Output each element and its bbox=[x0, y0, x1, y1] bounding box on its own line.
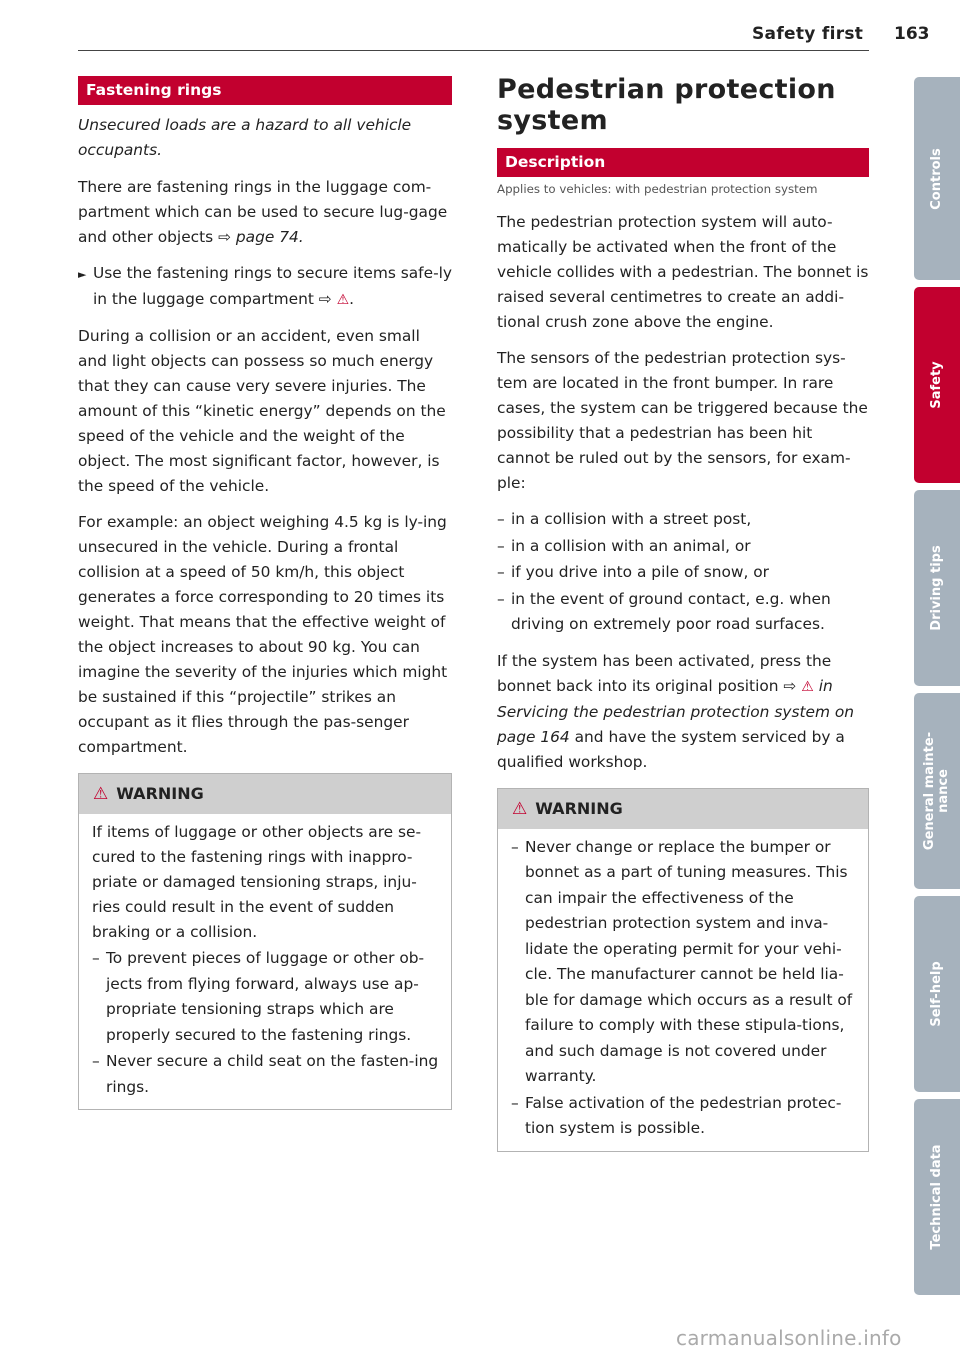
warning-triangle-icon: ⚠ bbox=[93, 784, 109, 804]
instruction-text: Use the fastening rings to secure items safe-ly in the luggage compartment ⇨ bbox=[93, 264, 453, 308]
trigger-list bbox=[497, 507, 869, 638]
warning-box-left bbox=[78, 773, 452, 1110]
warning-triangle-icon[interactable]: ⚠ bbox=[801, 678, 814, 695]
warning-list bbox=[92, 946, 439, 1100]
page-title: Pedestrian protection system bbox=[497, 74, 836, 136]
fastening-rings-heading: Fastening rings bbox=[78, 76, 452, 105]
warning-intro: If items of luggage or other objects are se-cured to the fastening rings with inappro-priate or damaged tensioning straps, inju-ries could result in the event of sudden braking or a collision. bbox=[92, 823, 422, 941]
pedestrian-para1: The pedestrian protection system will auto-matically be activated when the front of the vehicle collides with a pedestrian. The bonnet is raised several centimetres to create an addi-tional crush zone above the engine. bbox=[497, 213, 869, 331]
applies-note: Applies to vehicles: with pedestrian protection system bbox=[497, 182, 818, 196]
watermark: carmanualsonline.info bbox=[676, 1326, 902, 1350]
warning-triangle-icon: ⚠ bbox=[512, 798, 528, 819]
tab-general-maintenance[interactable]: General mainte- nance bbox=[914, 693, 960, 889]
warning-body bbox=[498, 829, 868, 1151]
list-item: – in the event of ground contact, e.g. when driving on extremely poor road surfaces. bbox=[497, 589, 831, 633]
list-item: – False activation of the pedestrian protec-tion system is possible. bbox=[511, 1093, 842, 1137]
warning-list bbox=[511, 835, 856, 1142]
warning-title: WARNING bbox=[535, 798, 623, 818]
page-number: 163 bbox=[894, 24, 930, 44]
header-section-title: Safety first bbox=[752, 24, 864, 44]
fastening-rings-para3: For example: an object weighing 4.5 kg is ly-ing unsecured in the vehicle. During a frontal collision at a speed of 50 km/h, this object generates a force corresponding to 20 times its weight. That means that the effective weight of the object increases to about 90 kg. You can imagine the severity of the injuries which might be sustained if this “projectile” strikes an occupant as it flies through the pas-senger compartment. bbox=[78, 513, 448, 756]
fastening-rings-instruction: ► Use the fastening rings to secure items safe-ly in the luggage compartment ⇨ ⚠. bbox=[78, 264, 453, 308]
tab-self-help[interactable]: Self-help bbox=[914, 896, 960, 1092]
servicing-page-164-link[interactable]: in Servicing the pedestrian protection system on page 164 bbox=[497, 676, 855, 746]
warning-box-right bbox=[497, 788, 869, 1152]
left-column bbox=[78, 76, 452, 1110]
right-column bbox=[497, 72, 869, 1152]
header-divider bbox=[78, 50, 869, 51]
pedestrian-para3: If the system has been activated, press the bonnet back into its original position ⇨ ⚠ in Servicing the pedestrian protection system on page 164 and have the system serviced by a qualified workshop. bbox=[497, 651, 855, 771]
list-item: – To prevent pieces of luggage or other ob-jects from flying forward, always use ap-propriate tensioning straps which are properly secured to the fastening rings. bbox=[92, 949, 425, 1044]
tab-safety[interactable]: Safety bbox=[914, 287, 960, 483]
page-74-link[interactable]: ⇨ page 74. bbox=[218, 228, 304, 246]
warning-body bbox=[79, 814, 451, 1109]
para1-text: There are fastening rings in the luggage com-partment which can be used to secure lug-gage and other objects bbox=[78, 178, 448, 246]
fastening-rings-intro: Unsecured loads are a hazard to all vehicle occupants. bbox=[78, 116, 412, 159]
list-item: – if you drive into a pile of snow, or bbox=[497, 563, 770, 581]
warning-triangle-icon[interactable]: ⚠ bbox=[336, 292, 350, 308]
fastening-rings-para1 bbox=[78, 175, 452, 250]
tab-controls[interactable]: Controls bbox=[914, 77, 960, 280]
list-item: – Never change or replace the bumper or bonnet as a part of tuning measures. This can impair the effectiveness of the pedestrian protection system and inva-lidate the operating permit for your vehi-cle. The manufacturer cannot be held lia-ble for damage which occurs as a result of failure to comply with these stipula-tions, and such damage is not covered under warranty. bbox=[511, 837, 853, 1085]
warning-header bbox=[79, 774, 451, 814]
description-heading: Description bbox=[497, 148, 869, 177]
warning-title: WARNING bbox=[116, 784, 204, 803]
list-item: – in a collision with an animal, or bbox=[497, 536, 751, 555]
pedestrian-para2: The sensors of the pedestrian protection sys-tem are located in the front bumper. In rare cases, the system can be triggered because the possibility that a pedestrian has been hit cannot be ruled out by the sensors, for exam-ple: bbox=[497, 349, 868, 492]
tab-technical-data[interactable]: Technical data bbox=[914, 1099, 960, 1295]
list-item: – Never secure a child seat on the fasten-ing rings. bbox=[92, 1052, 439, 1096]
bullet-arrow-icon: ► bbox=[78, 268, 87, 281]
fastening-rings-para2: During a collision or an accident, even small and light objects can possess so much energy that they can cause very severe injuries. The amount of this “kinetic energy” depends on the speed of the vehicle and the weight of the object. The most significant factor, however, is the speed of the vehicle. bbox=[78, 327, 446, 495]
list-item: – in a collision with a street post, bbox=[497, 510, 752, 528]
warning-header bbox=[498, 789, 868, 829]
tab-driving-tips[interactable]: Driving tips bbox=[914, 490, 960, 686]
